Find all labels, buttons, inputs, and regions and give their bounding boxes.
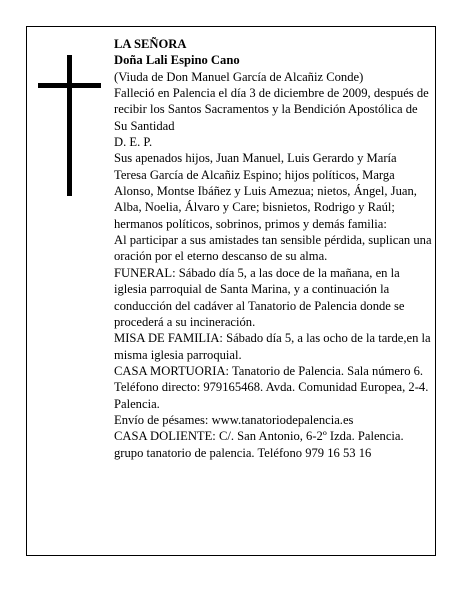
heading: LA SEÑORA xyxy=(114,37,187,51)
family-mass-info: MISA DE FAMILIA: Sábado día 5, a las ocho de la tarde,en la misma iglesia parroquial. xyxy=(114,331,431,362)
deceased-name: Doña Lali Espino Cano xyxy=(114,53,240,68)
widow-of: (Viuda de Don Manuel García de Alcañiz Conde) xyxy=(114,69,364,84)
funeral-info: FUNERAL: Sábado día 5, a las doce de la mañana, en la iglesia parroquial de Santa Marina, y a continuación la conducción del cadáver al Tanatorio de Palencia donde se procederá a su incineración. xyxy=(114,265,405,329)
grieving-house: CASA DOLIENTE: C/. San Antonio, 6-2º Izda. Palencia. xyxy=(114,429,404,444)
condolences-link: Envío de pésames: www.tanatoriodepalencia.es xyxy=(114,412,354,427)
footer: grupo tanatorio de palencia. Teléfono 979 16 53 16 xyxy=(114,445,372,460)
prayer-request: Al participar a sus amistades tan sensible pérdida, suplican una oración por el eterno descanso de su alma. xyxy=(114,233,432,264)
mortuary-info: CASA MORTUORIA: Tanatorio de Palencia. Sala número 6. Teléfono directo: 979165468. Avda. Comunidad Europea, 2-4. Palencia. xyxy=(114,363,429,411)
death-announcement: Falleció en Palencia el día 3 de diciembre de 2009, después de recibir los Santos Sacramentos y la Bendición Apostólica de Su Santidad xyxy=(114,86,429,133)
obituary-frame xyxy=(26,26,436,556)
obituary-text xyxy=(114,36,432,461)
family-list: Sus apenados hijos, Juan Manuel, Luis Gerardo y María Teresa García de Alcañiz Espino; hijos políticos, Marga Alonso, Montse Ibáñez y Luis Amezua; nietos, Ángel, Juan, Alba, Noelia, Álvaro y Care; bisnietos, Rodrigo y Raúl; hermanos políticos, sobrinos, primos y demás familia: xyxy=(114,151,417,231)
cross-icon-bar xyxy=(38,83,101,88)
dep: D. E. P. xyxy=(114,135,153,150)
cross-icon xyxy=(67,55,72,196)
